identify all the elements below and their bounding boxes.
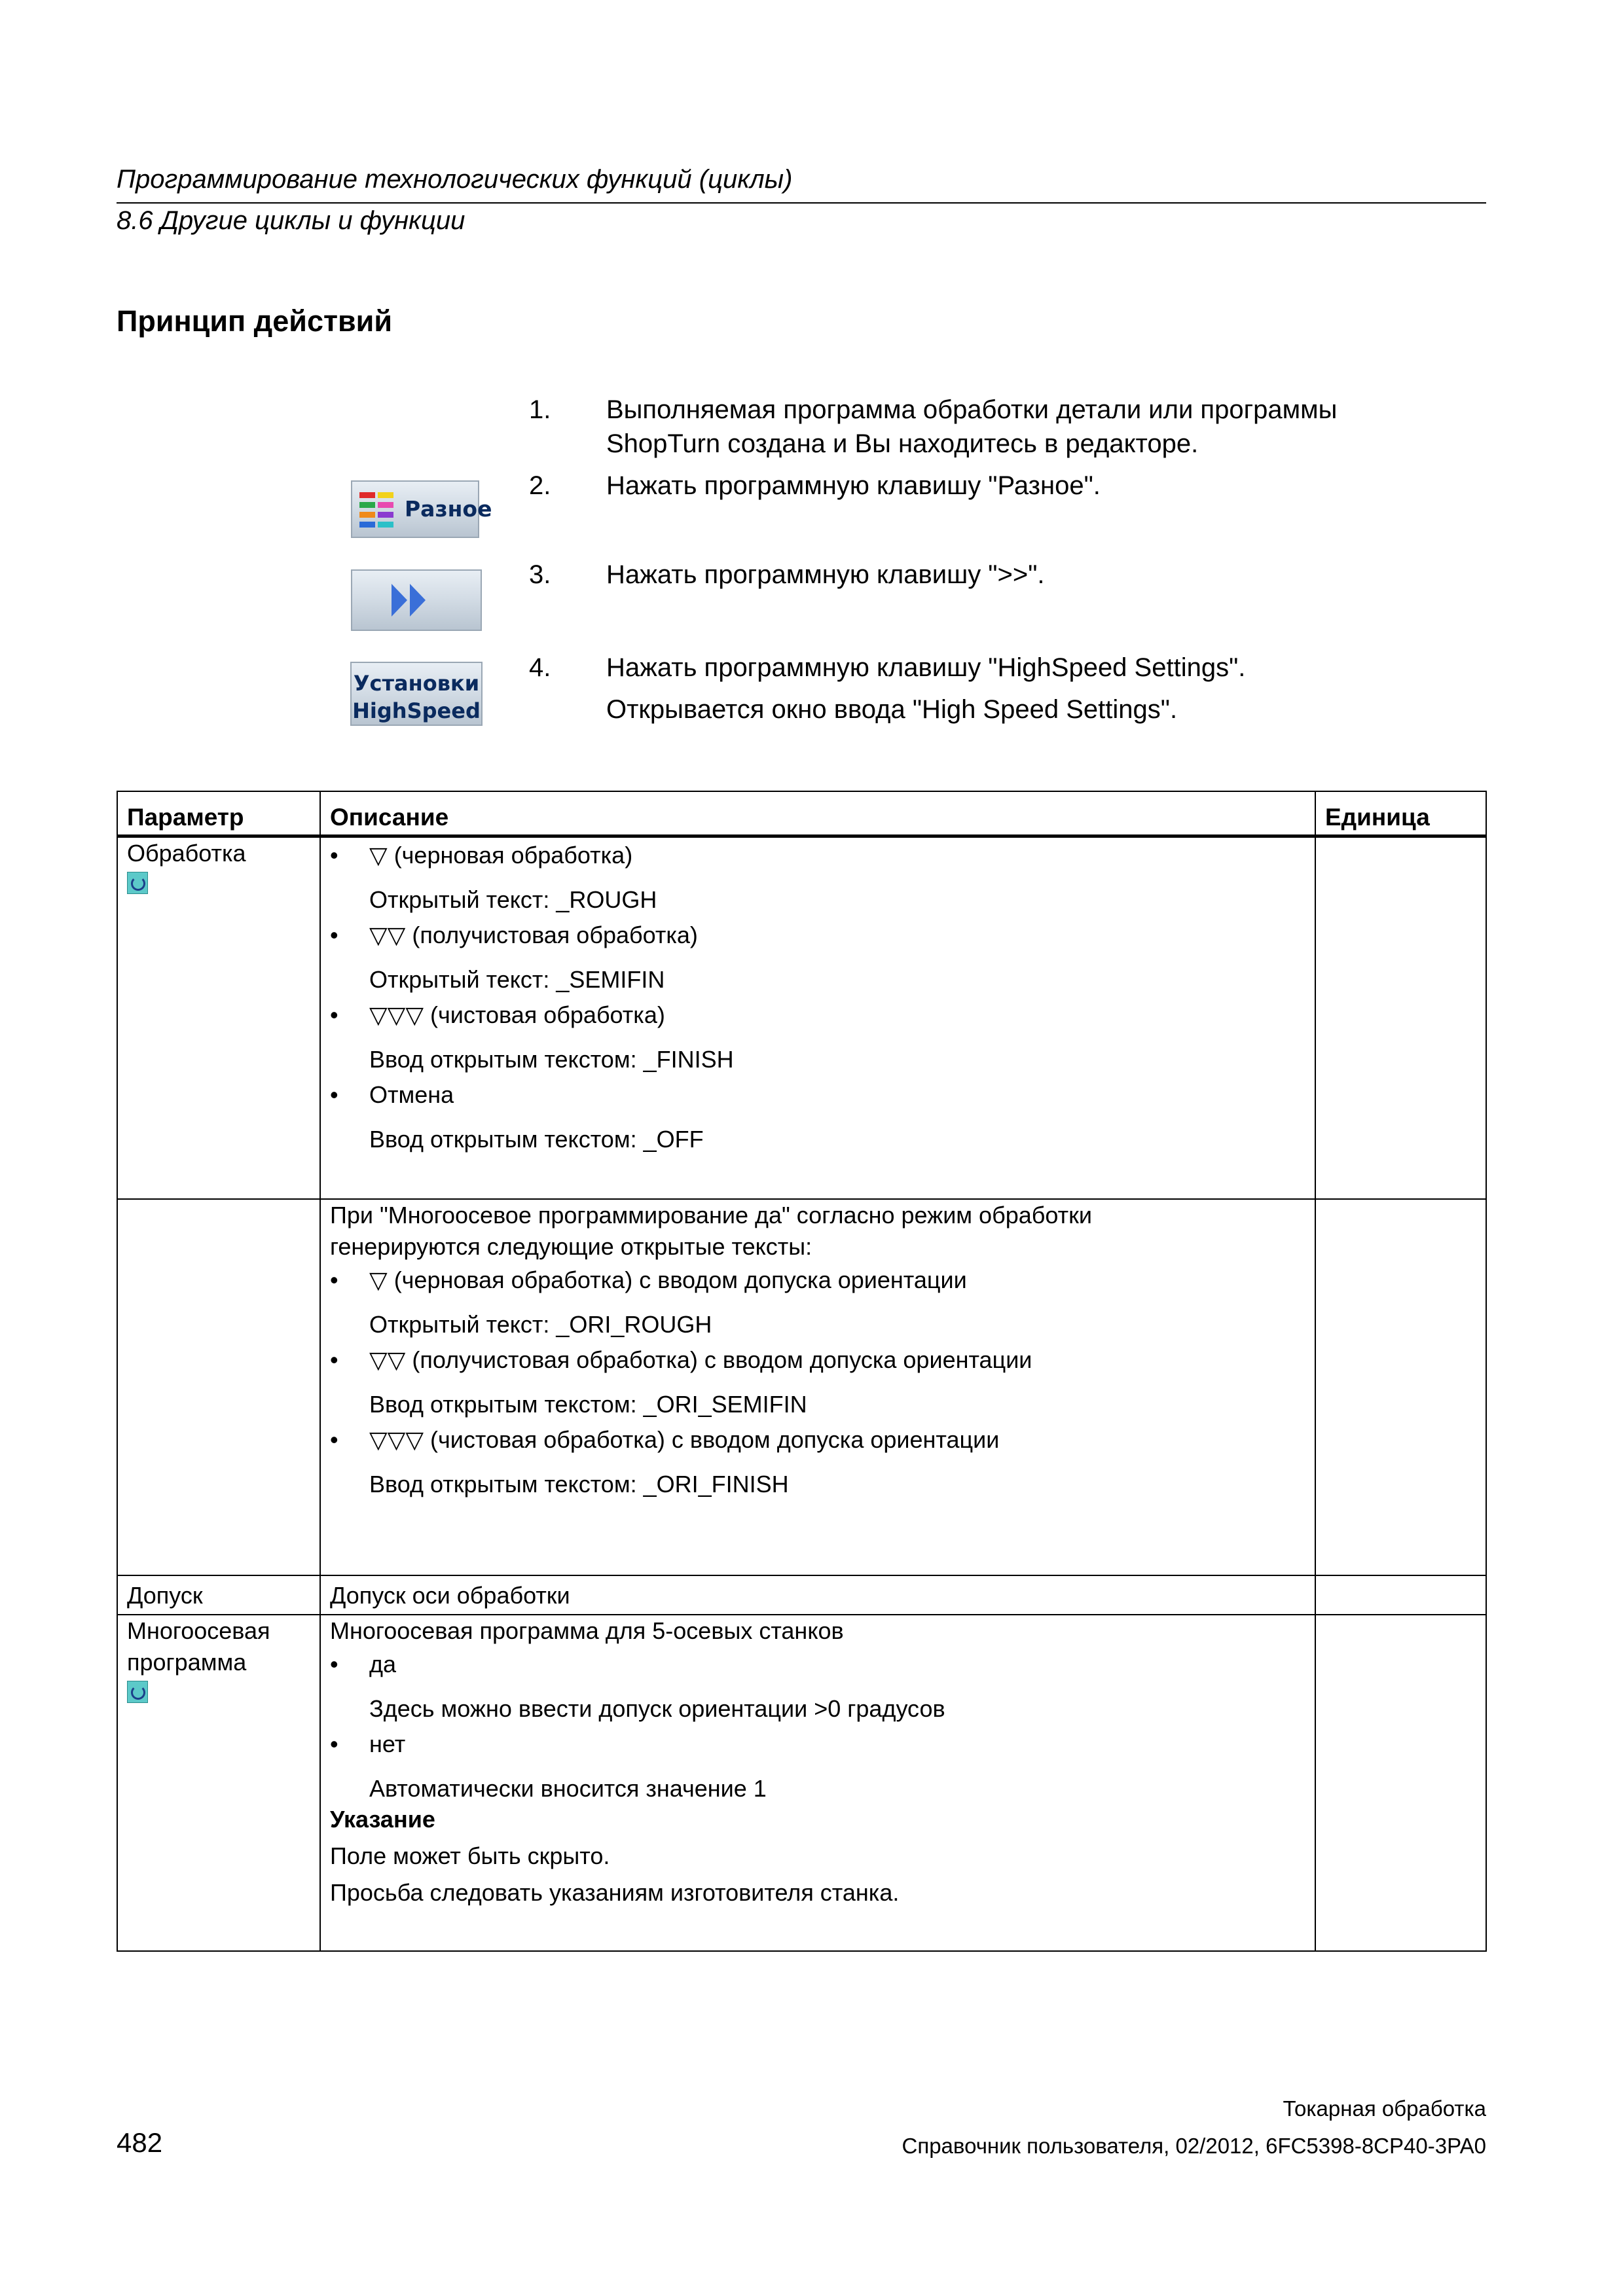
double-chevron-right-icon (352, 571, 481, 630)
list-item-detail: Здесь можно ввести допуск ориентации >0 градусов (369, 1695, 945, 1722)
list-item: • да (330, 1648, 1305, 1681)
list-item: • нет (330, 1728, 1305, 1761)
list-item-detail: Ввод открытым текстом: _ORI_FINISH (369, 1471, 789, 1498)
row-intro: Многоосевая программа для 5-осевых станков (330, 1617, 844, 1644)
footer-manual-id: Справочник пользователя, 02/2012, 6FC5398-8CP40-3PA0 (902, 2134, 1486, 2158)
list-item-detail: Открытый текст: _ROUGH (369, 886, 657, 913)
param-cell (117, 836, 320, 1199)
description-cell (320, 1615, 1315, 1951)
param-cell (117, 1615, 320, 1951)
header-rule (117, 202, 1486, 204)
step-text-4-result: Открывается окно ввода "High Speed Settings". (606, 695, 1178, 724)
note-text: Поле может быть скрыто. (330, 1842, 610, 1869)
step-number-3: 3. (529, 560, 551, 589)
list-item: • ▽▽ (получистовая обработка) с вводом допуска ориентации (330, 1344, 1305, 1376)
step-text-2: Нажать программную клавишу "Разное". (606, 471, 1101, 500)
description-cell (320, 1575, 1315, 1615)
table-header-row (117, 791, 1486, 836)
toggle-marker-icon (127, 872, 148, 894)
row-description: Допуск оси обработки (330, 1582, 570, 1609)
description-cell (320, 1199, 1315, 1575)
highspeed-softkey-line1: Установки (353, 671, 480, 696)
list-item: • ▽▽▽ (чистовая обработка) с вводом допуска ориентации (330, 1424, 1305, 1456)
unit-cell (1315, 1575, 1486, 1615)
misc-softkey (351, 480, 492, 538)
footer-book-title: Токарная обработка (1283, 2096, 1486, 2121)
column-header-unit: Единица (1315, 791, 1486, 836)
list-item-detail: Ввод открытым текстом: _ORI_SEMIFIN (369, 1391, 807, 1418)
list-item: • ▽ (черновая обработка) с вводом допуска ориентации (330, 1264, 1305, 1297)
column-header-parameter: Параметр (117, 791, 320, 836)
param-name: Многоосевая программа (127, 1617, 270, 1676)
unit-cell (1315, 836, 1486, 1199)
row-intro: При "Многоосевое программирование да" согласно режим обработки генерируются следующие открытые тексты: (330, 1202, 1092, 1260)
step-number-2: 2. (529, 471, 551, 500)
list-item: • ▽ (черновая обработка) (330, 839, 1305, 872)
list-item: • ▽▽ (получистовая обработка) (330, 919, 1305, 952)
table-row (117, 836, 1486, 1199)
table-row (117, 1575, 1486, 1615)
highspeed-softkey-label (352, 670, 481, 725)
list-item-detail: Открытый текст: _SEMIFIN (369, 965, 665, 993)
highspeed-softkey-line2: HighSpeed (352, 698, 481, 723)
misc-softkey-label: Разное (405, 496, 492, 522)
step-number-4: 4. (529, 653, 551, 682)
toggle-marker-icon (127, 1681, 148, 1703)
param-name: Обработка (127, 839, 246, 867)
unit-cell (1315, 1199, 1486, 1575)
list-item: • ▽▽▽ (чистовая обработка) (330, 999, 1305, 1031)
more-softkey (351, 569, 482, 631)
step-text-1: Выполняемая программа обработки детали или программы ShopTurn создана и Вы находитесь в редакторе. (606, 395, 1338, 458)
list-item-detail: Открытый текст: _ORI_ROUGH (369, 1311, 712, 1338)
list-item-detail: Ввод открытым текстом: _OFF (369, 1125, 704, 1153)
highspeed-settings-softkey (350, 662, 483, 726)
section-title: Принцип действий (117, 304, 392, 338)
section-header: 8.6 Другие циклы и функции (117, 206, 465, 235)
step-text-3: Нажать программную клавишу ">>". (606, 560, 1045, 589)
step-text-4: Нажать программную клавишу "HighSpeed Settings". (606, 653, 1246, 682)
parameter-table (117, 791, 1487, 1952)
step-number-1: 1. (529, 395, 551, 424)
note-title: Указание (330, 1806, 435, 1833)
param-cell (117, 1575, 320, 1615)
param-name: Допуск (127, 1582, 203, 1609)
page-number: 482 (117, 2127, 163, 2158)
list-item: • Отмена (330, 1079, 1305, 1111)
note-text: Просьба следовать указаниям изготовителя станка. (330, 1879, 900, 1906)
table-row (117, 1199, 1486, 1575)
list-item-detail: Автоматически вносится значение 1 (369, 1775, 767, 1802)
column-header-description: Описание (320, 791, 1315, 836)
param-cell (117, 1199, 320, 1575)
unit-cell (1315, 1615, 1486, 1951)
description-cell (320, 836, 1315, 1199)
chapter-header: Программирование технологических функций (циклы) (117, 165, 793, 194)
table-row (117, 1615, 1486, 1951)
list-item-detail: Ввод открытым текстом: _FINISH (369, 1045, 734, 1073)
color-grid-icon (359, 491, 394, 530)
